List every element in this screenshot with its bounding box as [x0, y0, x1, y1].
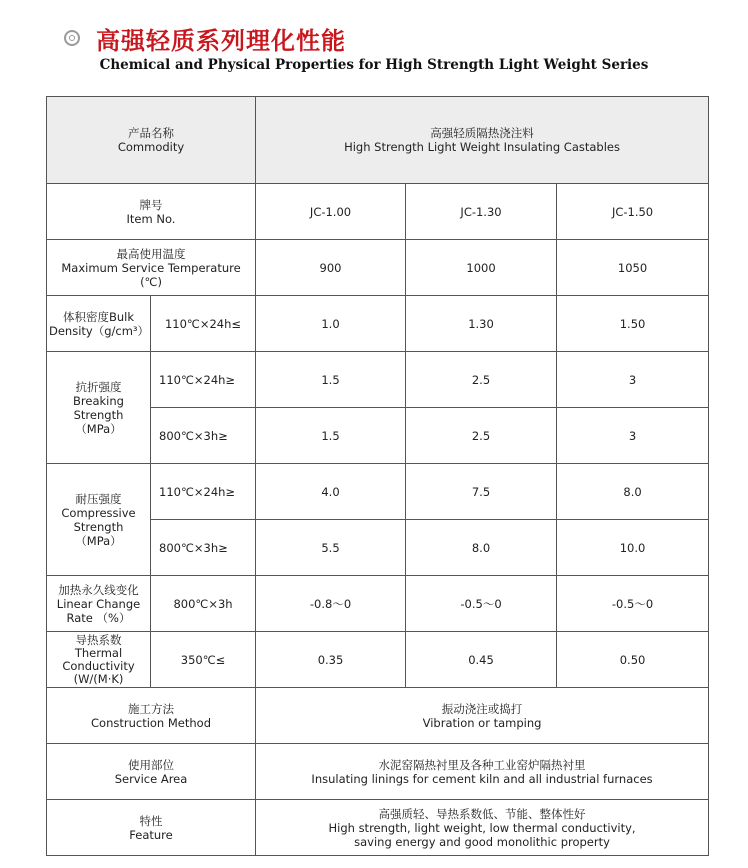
item-no-label-cell: [47, 184, 256, 240]
table-row: [47, 688, 709, 744]
linear-change-value: -0.5～0: [557, 576, 709, 632]
service-area-label-en: Service Area: [114, 771, 188, 786]
feature-value-zh: 高强质轻、导热系数低、节能、整体性好: [378, 806, 586, 821]
table-row: [47, 352, 709, 408]
service-area-label-cell: [47, 744, 256, 800]
max-temp-unit: (℃): [140, 274, 162, 289]
commodity-label-en: Commodity: [117, 140, 185, 154]
breaking-strength-label-zh: 抗折强度: [75, 379, 122, 394]
feature-value-en2: saving energy and good monolithic property: [354, 834, 610, 849]
construction-value-en: Vibration or tamping: [422, 715, 542, 730]
commodity-value-zh: 高强轻质隔热浇注料: [430, 126, 534, 140]
thermal-conductivity-label-en2: Conductivity: [62, 658, 135, 673]
bulk-density-label-line2: Density（g/cm³）: [49, 323, 150, 338]
bulk-density-value: 1.50: [557, 296, 709, 352]
construction-label-cell: [47, 688, 256, 744]
thermal-conductivity-value: 0.35: [256, 632, 406, 688]
item-no-label-en: Item No.: [126, 211, 176, 226]
linear-change-value: -0.5～0: [406, 576, 557, 632]
thermal-conductivity-condition: 350℃≤: [151, 632, 256, 688]
thermal-conductivity-label-en1: Thermal: [74, 645, 123, 660]
table-row: [47, 744, 709, 800]
max-temp-value: 1000: [406, 240, 557, 296]
compressive-strength-label-cell: [47, 464, 151, 576]
properties-table: [46, 96, 709, 856]
page-subtitle: Chemical and Physical Properties for High Strength Light Weight Series: [99, 57, 649, 73]
compressive-strength-value: 7.5: [406, 464, 557, 520]
table-row: [47, 240, 709, 296]
linear-change-label-zh: 加热永久线变化: [58, 582, 139, 597]
compressive-strength-value: 4.0: [256, 464, 406, 520]
item-no-value: JC-1.30: [406, 184, 557, 240]
breaking-strength-value: 2.5: [406, 408, 557, 464]
item-no-value: JC-1.50: [557, 184, 709, 240]
feature-label-cell: [47, 800, 256, 856]
compressive-strength-condition: 800℃×3h≥: [151, 520, 256, 576]
feature-label-zh: 特性: [139, 813, 163, 828]
table-row: [47, 184, 709, 240]
thermal-conductivity-value: 0.45: [406, 632, 557, 688]
construction-value-zh: 振动浇注或捣打: [441, 701, 523, 716]
commodity-value-cell: [256, 97, 709, 184]
construction-value-cell: [256, 688, 709, 744]
service-area-label-zh: 使用部位: [128, 757, 174, 772]
circle-bullet-icon: [64, 30, 80, 46]
breaking-strength-label-en1: Breaking: [73, 393, 124, 408]
max-temp-label-en: Maximum Service Temperature: [61, 260, 241, 275]
bulk-density-value: 1.0: [256, 296, 406, 352]
max-temp-value: 900: [256, 240, 406, 296]
linear-change-label-en1: Linear Change: [56, 596, 141, 611]
construction-label-en: Construction Method: [91, 715, 212, 730]
compressive-strength-value: 8.0: [406, 520, 557, 576]
compressive-strength-condition: 110℃×24h≥: [151, 464, 256, 520]
construction-label-zh: 施工方法: [128, 701, 174, 716]
compressive-strength-value: 10.0: [557, 520, 709, 576]
table-row: [47, 576, 709, 632]
service-area-value-en: Insulating linings for cement kiln and all industrial furnaces: [311, 771, 653, 786]
breaking-strength-label-cell: [47, 352, 151, 464]
service-area-value-zh: 水泥窑隔热衬里及各种工业窑炉隔热衬里: [378, 757, 586, 772]
max-temp-label-cell: [47, 240, 256, 296]
breaking-strength-value: 1.5: [256, 408, 406, 464]
page-title: 高强轻质系列理化性能: [96, 26, 346, 55]
linear-change-label-en2: Rate （%）: [66, 610, 131, 625]
bulk-density-label-cell: [47, 296, 151, 352]
page-header: [64, 22, 346, 54]
breaking-strength-condition: 110℃×24h≥: [151, 352, 256, 408]
max-temp-label-zh: 最高使用温度: [116, 246, 186, 261]
table-row: [47, 632, 709, 688]
feature-label-en: Feature: [129, 827, 173, 842]
table-row: [47, 800, 709, 856]
bulk-density-label-line1: 体积密度Bulk: [62, 309, 135, 324]
thermal-conductivity-unit: (W/(M·K): [73, 671, 124, 686]
breaking-strength-value: 1.5: [256, 352, 406, 408]
linear-change-condition: 800℃×3h: [151, 576, 256, 632]
compressive-strength-label-en1: Compressive: [61, 505, 136, 520]
item-no-value: JC-1.00: [256, 184, 406, 240]
bulk-density-condition: 110℃×24h≤: [151, 296, 256, 352]
breaking-strength-label-en2: Strength: [73, 407, 124, 422]
bulk-density-value: 1.30: [406, 296, 557, 352]
max-temp-value: 1050: [557, 240, 709, 296]
breaking-strength-value: 2.5: [406, 352, 557, 408]
thermal-conductivity-label-cell: [47, 632, 151, 688]
commodity-label-zh: 产品名称: [128, 126, 174, 140]
service-area-value-cell: [256, 744, 709, 800]
compressive-strength-label-en2: Strength: [73, 519, 124, 534]
feature-value-cell: [256, 800, 709, 856]
thermal-conductivity-label-zh: 导热系数: [75, 632, 122, 647]
table-row: [47, 464, 709, 520]
table-row: [47, 97, 709, 184]
compressive-strength-value: 8.0: [557, 464, 709, 520]
linear-change-label-cell: [47, 576, 151, 632]
commodity-value-en: High Strength Light Weight Insulating Castables: [344, 140, 620, 154]
breaking-strength-value: 3: [557, 352, 709, 408]
thermal-conductivity-value: 0.50: [557, 632, 709, 688]
table-row: [47, 296, 709, 352]
item-no-label-zh: 牌号: [139, 197, 163, 212]
breaking-strength-condition: 800℃×3h≥: [151, 408, 256, 464]
compressive-strength-value: 5.5: [256, 520, 406, 576]
breaking-strength-unit: （MPa）: [75, 421, 122, 436]
linear-change-value: -0.8～0: [256, 576, 406, 632]
compressive-strength-label-zh: 耐压强度: [75, 491, 122, 506]
compressive-strength-unit: （MPa）: [75, 533, 122, 548]
commodity-label-cell: [47, 97, 256, 184]
breaking-strength-value: 3: [557, 408, 709, 464]
feature-value-en1: High strength, light weight, low thermal conductivity,: [328, 820, 636, 835]
